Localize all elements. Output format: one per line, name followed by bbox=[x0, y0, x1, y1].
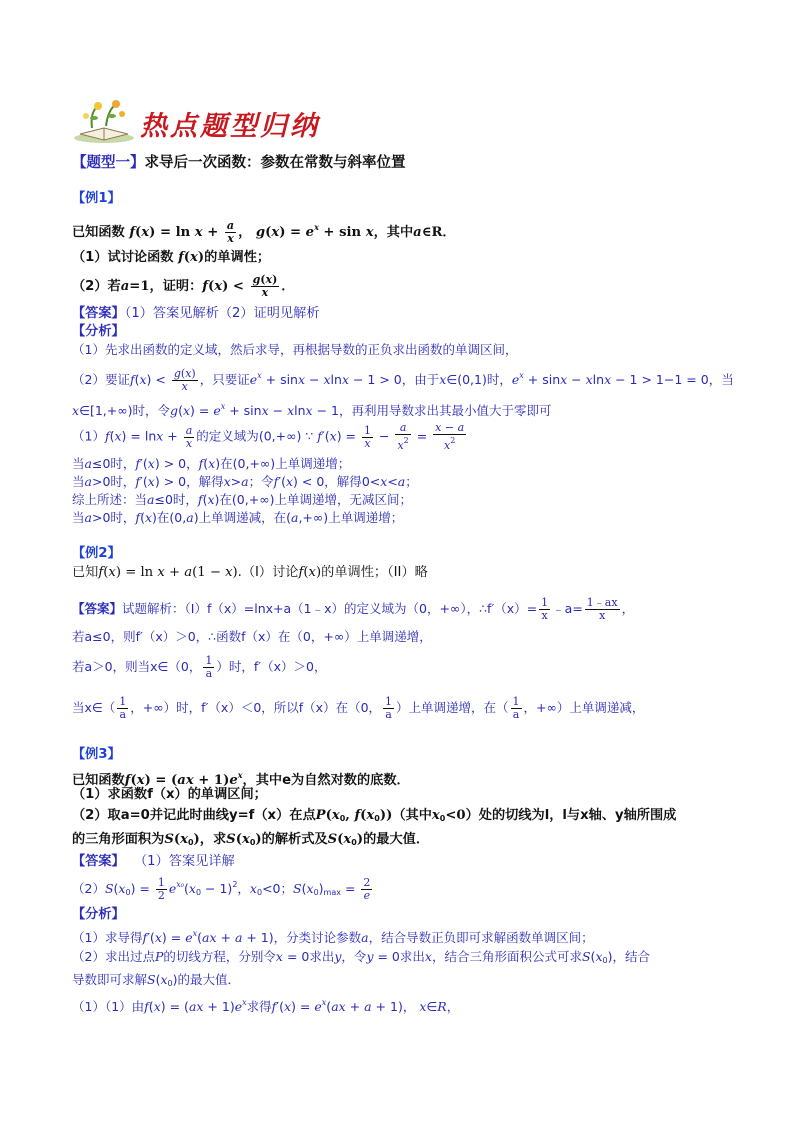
ex3-answer-2: $(2)S(x_0)$ = $\frac{1}{2}$ $e^{x_0}(x_0 - 1)^2$，$x_0<0$；$S(x_0)_{max}$ = $\frac{2}{e}$ bbox=[72, 876, 371, 902]
ex1-analysis-tag: 【分析】 bbox=[72, 324, 125, 339]
ex1-solution-3: 当a>0时，f′(x) > 0，解得x>a；令f′(x) < 0，解得0<x<a； bbox=[72, 474, 418, 489]
example-2-label: 【例2】 bbox=[72, 546, 121, 561]
ex1-answer: 【答案】（1）答案见解析（2）证明见解析 bbox=[72, 306, 320, 321]
section-heading bbox=[72, 154, 406, 172]
ex3-answer-1: （1）答案见详解 bbox=[134, 854, 235, 869]
ex1-solution-5: 当a>0时，f(x)在(0,a)上单调递减，在(a,+∞)上单调递增； bbox=[72, 510, 404, 525]
ex3-analysis-2: （2）求出过点P的切线方程，分别令x = 0求出y，令y = 0求出x，结合三角形面积公式可求$S(x_0)$，结合 bbox=[72, 949, 650, 965]
ex2-answer-3: 若a＞0，则当x∈（0， $\frac{1}{a}$ ）时，f′（x）＞0， bbox=[72, 654, 327, 680]
ex2-answer-2: 若a≤0，则f′（x）＞0，∴函数f（x）在（0，+∞）上单调递增， bbox=[72, 629, 432, 644]
example-1-label: 【例1】 bbox=[72, 191, 121, 206]
ex1-solution-2: 当a≤0时，f′(x) > 0，f(x)在(0,+∞)上单调递增； bbox=[72, 456, 351, 471]
ex1-solution-1: （1）f(x) = lnx + $\frac{a}{x}$ 的定义域为(0,+∞) ∵ f′(x) = $\frac{1}{x}$ − $\frac{a}{x^2}$ = $\frac{x - a}{x^2}$ bbox=[72, 421, 465, 452]
section-title: 求导后一次函数：参数在常数与斜率位置 bbox=[144, 155, 406, 171]
ex2-answer-1: 【答案】试题解析：（Ⅰ）f（x）=lnx+a（1﹣x）的定义域为（0，+∞），∴f′（x）= $\frac{1}{x}$ ﹣a= $\frac{1﹣ax}{x}$ ， bbox=[72, 596, 635, 622]
ex3-analysis-3: 导数即可求解$S(x_0)$的最大值． bbox=[72, 972, 241, 988]
header-banner bbox=[72, 98, 332, 144]
ex1-stem: 已知函数 f(x) = ln x + $\frac{a}{x}$ ， $g(x) = e^x + \sin x$，其中a∈R． bbox=[72, 218, 456, 245]
ex3-stem: 已知函数$f(x) = (ax + 1)e^x$，其中e为自然对数的底数． bbox=[72, 770, 410, 788]
ex1-q2: （2）若a=1，证明：f(x) < $\frac{g(x)}{x}$ ． bbox=[72, 272, 295, 299]
ex3-analysis-tag: 【分析】 bbox=[72, 907, 125, 922]
header-title: 热点题型归纳 bbox=[140, 111, 320, 142]
example-3-label: 【例3】 bbox=[72, 747, 121, 762]
section-tag: 【题型一】 bbox=[72, 155, 145, 171]
ex3-answer-tag: 【答案】 bbox=[72, 854, 125, 869]
ex2-answer-4: 当x∈（ $\frac{1}{a}$ ，+∞）时，f′（x）＜0，所以f（x）在（0， $\frac{1}{a}$ ）上单调递增，在（ $\frac{1}{a}$ ，+∞）上单调递减， bbox=[72, 695, 645, 721]
ex3-q1: （1）求函数f（x）的单调区间； bbox=[72, 787, 267, 802]
ex3-analysis-1: （1）求导得$f'(x) = e^x(ax + a + 1)$，分类讨论参数a，结合导数正负即可求解函数单调区间； bbox=[72, 929, 594, 945]
ex3-analysis-4: （1）（1）由$f(x) = (ax + 1)e^x$求得$f'(x) = e^x(ax + a + 1)$， x∈R， bbox=[72, 998, 460, 1014]
ex2-stem: 已知f(x) = ln x + a(1 − x).（I）讨论f(x)的单调性；（II）略 bbox=[72, 565, 428, 580]
ex1-analysis-1: （1）先求出函数的定义域，然后求导，再根据导数的正负求出函数的单调区间， bbox=[72, 342, 518, 357]
ex3-q2: （2）取a=0并记此时曲线y=f（x）在点$P(x_0$, $f(x_0)$)（其中$x_0<0$）处的切线为l，l与x轴、y轴所围成 bbox=[72, 808, 677, 823]
ex1-q1: （1）试讨论函数 f(x)的单调性； bbox=[72, 250, 271, 265]
ex1-analysis-3: x∈[1,+∞)时，令$g(x) = e^x + \sin x - xlnx - 1$，再利用导数求出其最小值大于零即可 bbox=[72, 402, 552, 418]
ex1-analysis-2: （2）要证f(x) < $\frac{g(x)}{x}$ ，只要证$e^x + \sin x - xlnx - 1 > 0$，由于x∈(0,1)时，$e^x + \sin x - xlnx - 1 > 1-1 = 0$，当 bbox=[72, 367, 734, 393]
ex3-q3: 的三角形面积为$S(x_0)$，求$S(x_0)$的解析式及$S(x_0)$的最大值． bbox=[72, 832, 430, 847]
book-plant-icon bbox=[72, 98, 136, 144]
ex1-solution-4: 综上所述：当a≤0时，f(x)在(0,+∞)上单调递增，无减区间； bbox=[72, 492, 413, 507]
